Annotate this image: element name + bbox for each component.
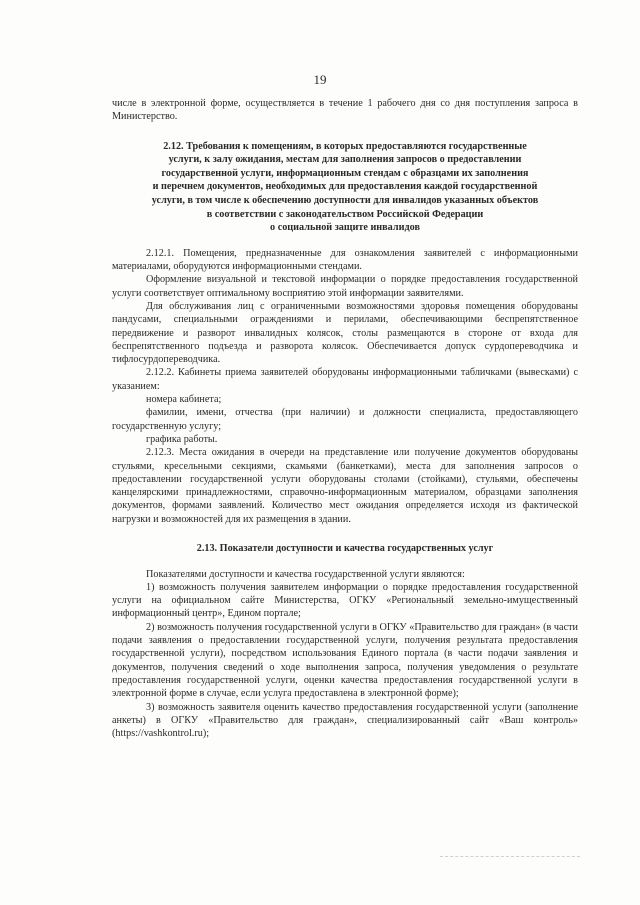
section-212-heading-line: 2.12. Требования к помещениям, в которых предоставляются государственные	[163, 140, 527, 152]
paragraph-2121: 2.12.1. Помещения, предназначенные для ознакомления заявителей с информационными материалами, оборудуются информационными стендами.	[112, 247, 578, 273]
section-212-heading-line: услуги, в том числе к обеспечению доступности для инвалидов указанных объектов	[151, 194, 539, 206]
list-item-2: 2) возможность получения государственной услуги в ОГКУ «Правительство для граждан» (в части подачи заявления о предоставлении государственной услуги, получения результата предоставления государственной услуги), посредством использования Единого портала (в части подачи заявления и документов, получения сведений о ходе выполнения запроса, получения уведомления о результате предоставления государственной услуги, оценки качества предоставления государственной услуги в электронной форме в случае, если услуга предоставлена в электронной форме);	[112, 621, 578, 700]
section-213-heading: 2.13. Показатели доступности и качества государственных услуг	[196, 542, 494, 554]
section-212-heading-line: о социальной защите инвалидов	[270, 222, 420, 234]
paragraph-visual-info: Оформление визуальной и текстовой информации о порядке предоставления государственной услуги соответствует оптимальному восприятию этой информации заявителями.	[112, 274, 578, 299]
list-item-1: 1) возможность получения заявителем информации о порядке предоставления государственной услуги на официальном сайте Министерства, ОГКУ «Региональный земельно-имущественный информационный центр», Едином портале;	[112, 581, 578, 620]
scan-artifact-line	[440, 856, 580, 857]
section-212-heading-line: и перечнем документов, необходимых для предоставления каждой государственной	[152, 181, 538, 193]
paragraph-specialist-name: фамилии, имени, отчества (при наличии) и должности специалиста, предоставляющего государственную услугу;	[112, 407, 578, 432]
paragraph-2123: 2.12.3. Места ожидания в очереди на представление или получение документов оборудованы стульями, кресельными секциями, скамьями (банкетками), места для заполнения запросов о предоставлении государственной услуги оборудованы столами (стойками), стульями, обеспечены канцелярскими принадлежностями, справочно-информационным материалом, образцами заполнения документов, формами заявлений. Количество мест ожидания определяется исходя из фактической нагрузки и возможностей для их размещения в здании.	[112, 447, 578, 525]
section-212-heading-line: в соответствии с законодательством Российской Федерации	[206, 208, 484, 220]
section-212-heading-line: услуги, к залу ожидания, местам для заполнения запросов о предоставлении	[168, 154, 522, 166]
paragraph-disabled-access: Для обслуживания лиц с ограниченными возможностями здоровья помещения оборудованы пандусами, специальными ограждениями и перилами, обеспечивающими беспрепятственное передвижение и разворот инвалидных колясок, столы размещаются в стороне от входа для беспрепятственного подъезда и разворота колясок. Обеспечивается допуск сурдопереводчика и тифлосурдопереводчика.	[112, 300, 578, 366]
paragraph-continuation: числе в электронной форме, осуществляется в течение 1 рабочего дня со дня поступления запроса в Министерство.	[112, 98, 578, 123]
section-212-heading-line: государственной услуги, информационным стендам с образцами их заполнения	[161, 167, 529, 179]
paragraph-room-number: номера кабинета;	[146, 394, 222, 406]
page-number: 19	[313, 72, 327, 87]
paragraph-schedule: графика работы.	[146, 433, 218, 445]
list-item-3: 3) возможность заявителя оценить качество предоставления государственной услуги (заполнение анкеты) в ОГКУ «Правительство для граждан», специализированный сайт «Ваш контроль» (https://vashkontrol.ru);	[112, 701, 578, 740]
section-212-heading	[112, 140, 578, 235]
paragraph-2122: 2.12.2. Кабинеты приема заявителей оборудованы информационными табличками (вывесками) с указанием:	[112, 367, 578, 392]
paragraph-indicators-intro: Показателями доступности и качества государственной услуги являются:	[146, 568, 465, 580]
document-body	[112, 97, 578, 740]
